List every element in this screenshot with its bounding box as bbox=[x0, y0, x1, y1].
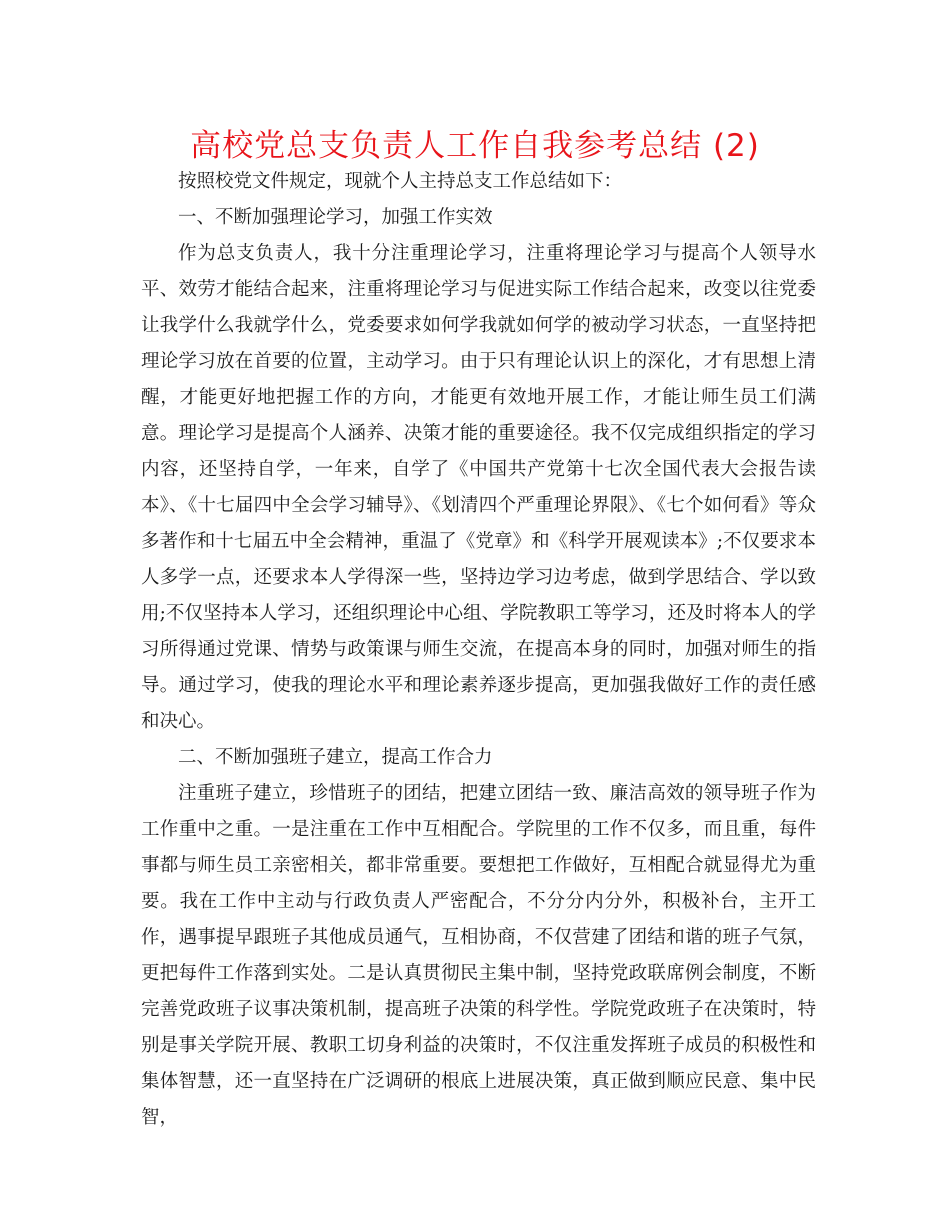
body-paragraph-2: 注重班子建立，珍惜班子的团结，把建立团结一致、廉洁高效的领导班子作为工作重中之重。一是注重在工作中互相配合。学院里的工作不仅多，而且重，每件事都与师生员工亲密相关，都非常重要。要想把工作做好，互相配合就显得尤为重要。我在工作中主动与行政负责人严密配合，不分分内分外，积极补台，主开工作，遇事提早跟班子其他成员通气，互相协商，不仅营建了团结和谐的班子气氛，更把每件工作落到实处。二是认真贯彻民主集中制，坚持党政联席例会制度，不断完善党政班子议事决策机制，提高班子决策的科学性。学院党政班子在决策时，特别是事关学院开展、教职工切身利益的决策时，不仅注重发挥班子成员的积极性和集体智慧，还一直坚持在广泛调研的根底上进展决策，真正做到顺应民意、集中民智， bbox=[141, 783, 816, 1128]
section-heading-1: 一、不断加强理论学习，加强工作实效 bbox=[178, 207, 493, 228]
document-body bbox=[141, 164, 816, 1136]
intro-paragraph: 按照校党文件规定，现就个人主持总支工作总结如下： bbox=[178, 171, 623, 192]
body-paragraph-1: 作为总支负责人，我十分注重理论学习，注重将理论学习与提高个人领导水平、效劳才能结合起来，注重将理论学习与促进实际工作结合起来，改变以往党委让我学什么我就学什么，党委要求如何学我就如何学的被动学习状态，一直坚持把理论学习放在首要的位置，主动学习。由于只有理论认识上的深化，才有思想上清醒，才能更好地把握工作的方向，才能更有效地开展工作，才能让师生员工们满意。理论学习是提高个人涵养、决策才能的重要途径。我不仅完成组织指定的学习内容，还坚持自学，一年来，自学了《中国共产党第十七次全国代表大会报告读本》、《十七届四中全会学习辅导》、《划清四个严重理论界限》、《七个如何看》等众多著作和十七届五中全会精神，重温了《党章》和《科学开展观读本》;不仅要求本人多学一点，还要求本人学得深一些，坚持边学习边考虑，做到学思结合、学以致用;不仅坚持本人学习，还组织理论中心组、学院教职工等学习，还及时将本人的学习所得通过党课、情势与政策课与师生交流，在提高本身的同时，加强对师生的指导。通过学习，使我的理论水平和理论素养逐步提高，更加强我做好工作的责任感和决心。 bbox=[141, 243, 816, 732]
section-heading-2: 二、不断加强班子建立，提高工作合力 bbox=[178, 747, 493, 768]
document-title: 高校党总支负责人工作自我参考总结 (2) bbox=[190, 128, 760, 164]
